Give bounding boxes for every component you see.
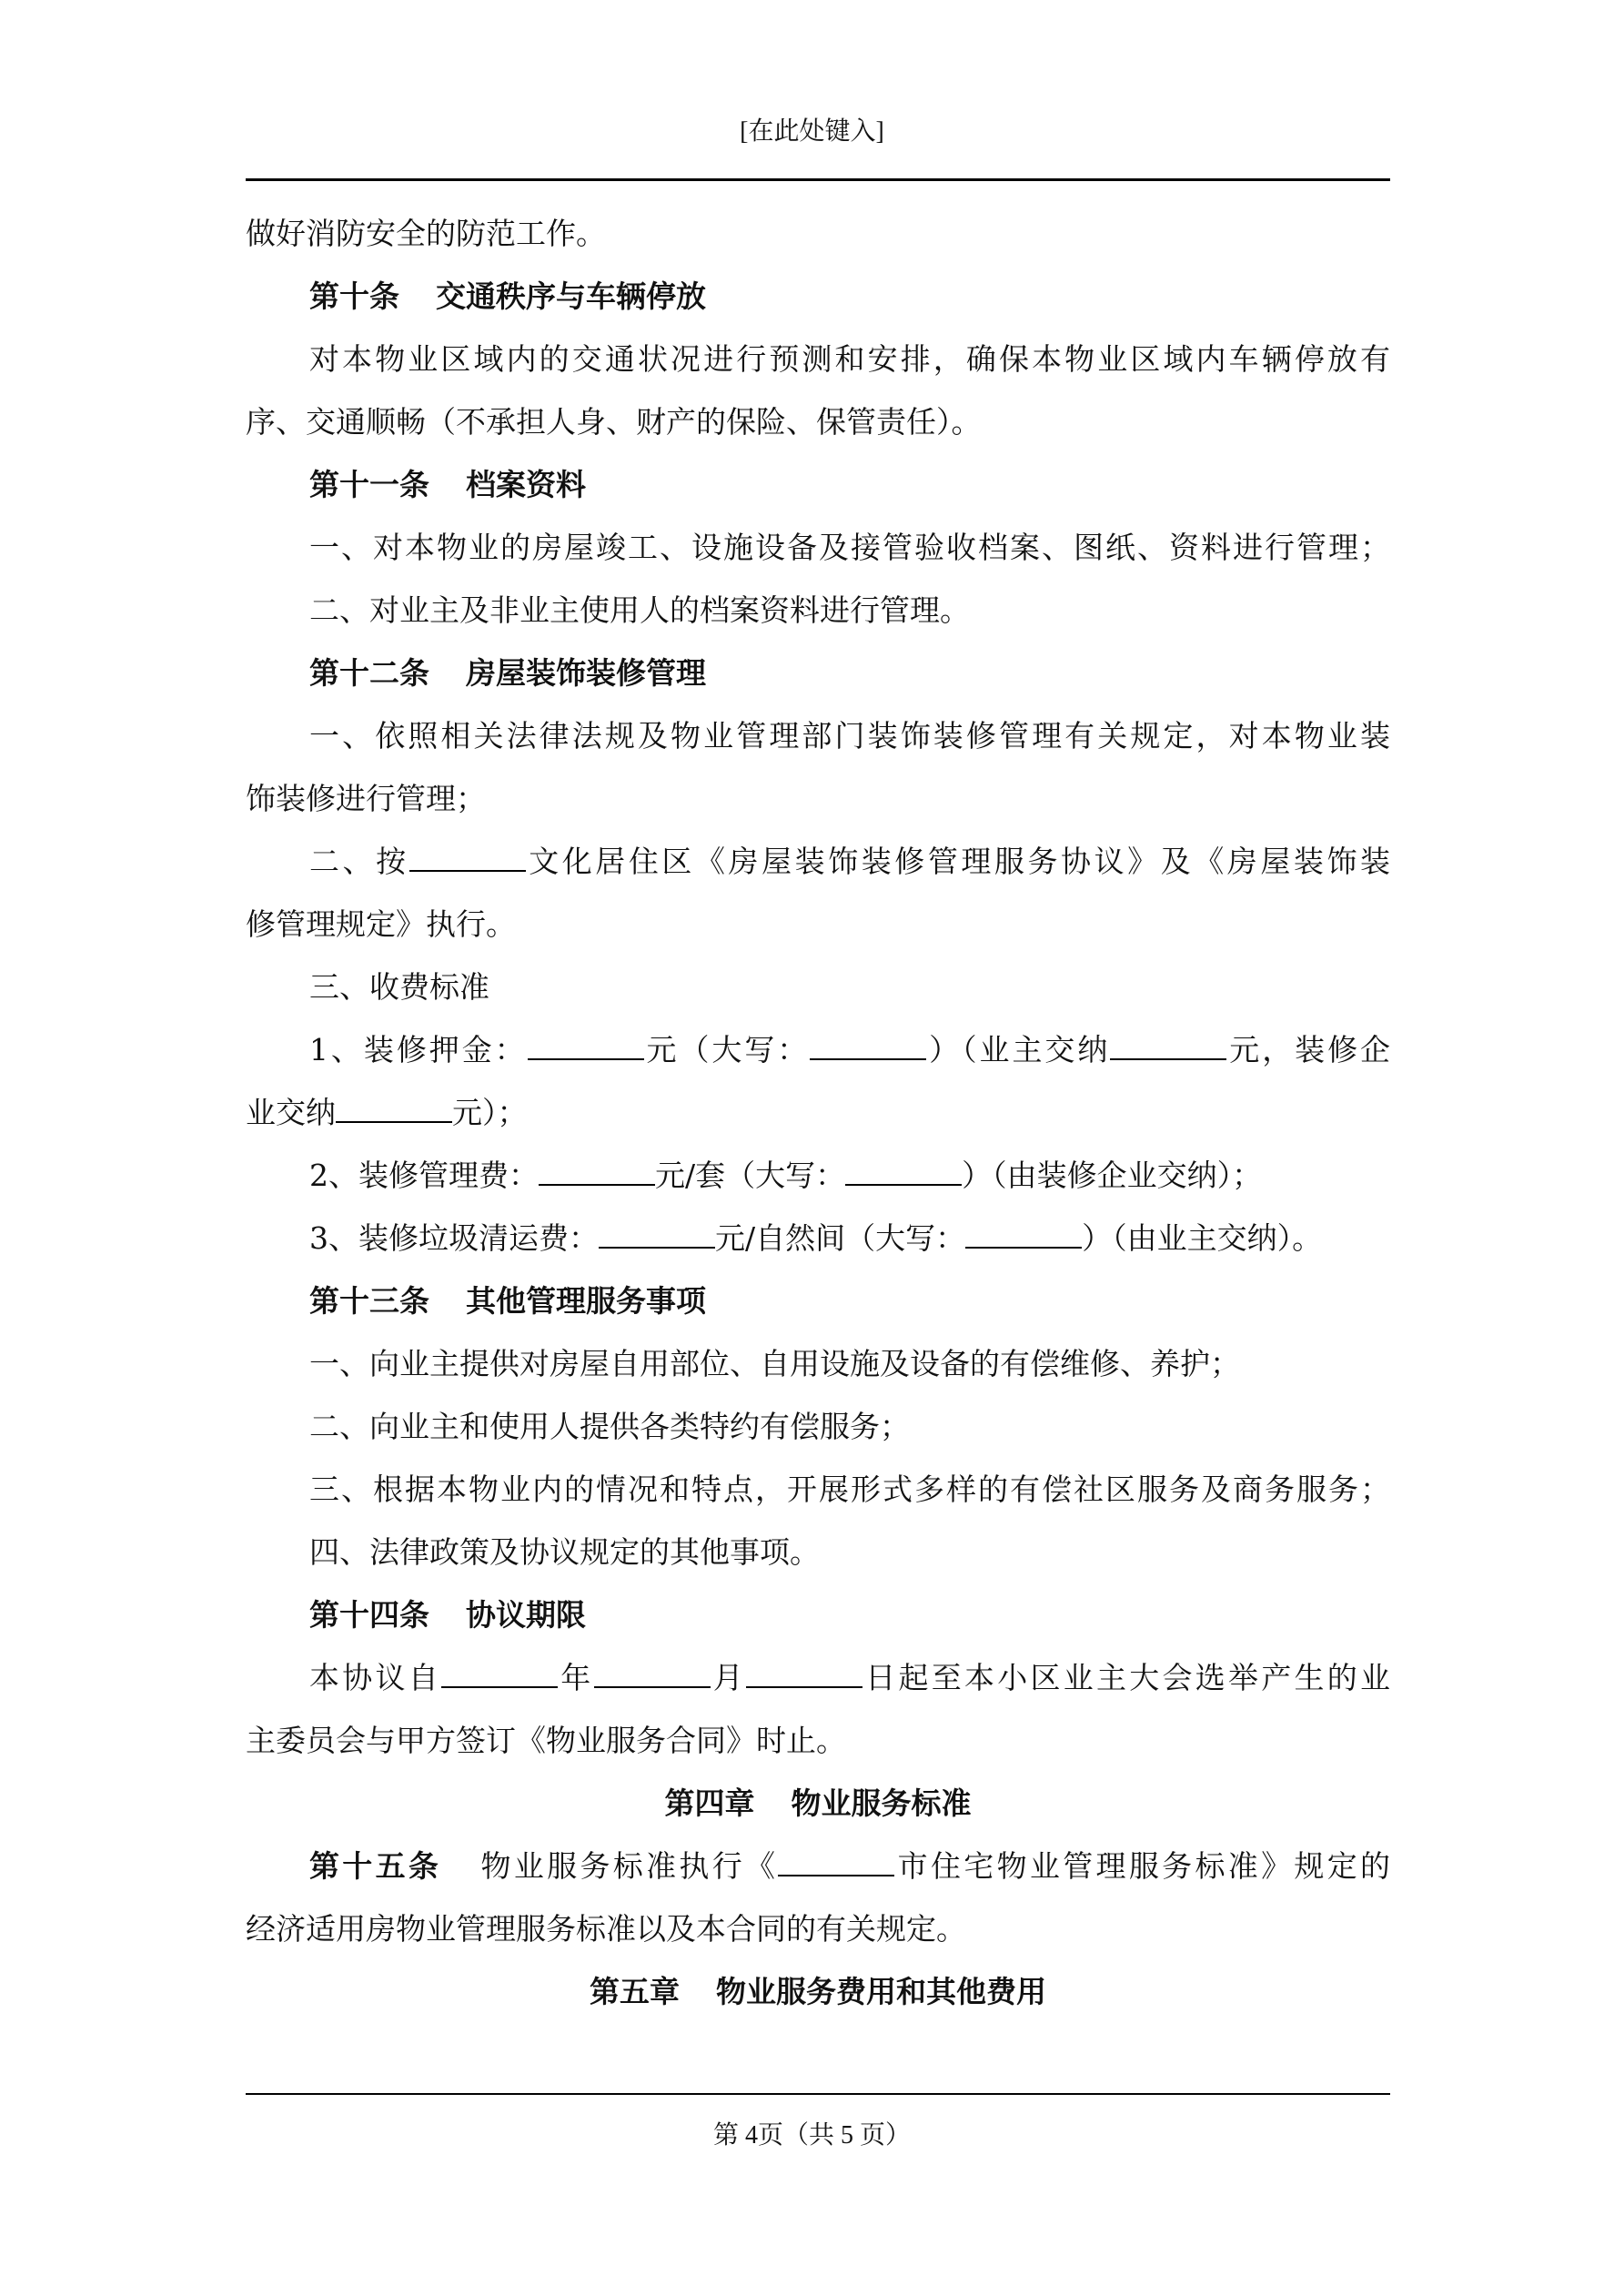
text-fragment: 本协议自 [309, 1660, 441, 1695]
page-header: [在此处键入] [740, 117, 884, 146]
article-15 [246, 1835, 1390, 1897]
text-fragment: 元/自然间（大写： [715, 1220, 966, 1256]
article-14-heading [246, 1583, 1390, 1646]
text-fragment: 日起至本小区业主大会选举产生的业 [862, 1660, 1390, 1695]
paragraph-line [246, 1081, 1390, 1144]
article-title: 档案资料 [466, 467, 586, 502]
blank-field[interactable] [599, 1221, 715, 1249]
chapter-number: 第五章 [590, 1974, 680, 2009]
paragraph-line: 对本物业区域内的交通状况进行预测和安排，确保本物业区域内车辆停放有 [309, 341, 1390, 377]
paragraph-line: 序、交通顺畅（不承担人身、财产的保险、保管责任）。 [246, 404, 982, 440]
text-fragment: 业交纳 [246, 1095, 336, 1130]
text-fragment: 物业服务标准执行《 [478, 1848, 779, 1884]
list-item: 三、收费标准 [309, 969, 489, 1005]
text-fragment: 元，装修企 [1226, 1032, 1391, 1067]
text-fragment: 二、按 [309, 844, 409, 879]
chapter-5-heading [246, 1960, 1390, 2023]
article-number: 第十一条 [309, 467, 429, 502]
article-title: 其他管理服务事项 [466, 1283, 706, 1319]
blank-field[interactable] [778, 1849, 894, 1876]
article-number: 第十四条 [309, 1597, 429, 1633]
text-fragment: 3、装修垃圾清运费： [309, 1220, 599, 1256]
footer-rule [246, 2093, 1390, 2095]
paragraph-line: 经济适用房物业管理服务标准以及本合同的有关规定。 [246, 1911, 966, 1947]
article-number: 第十二条 [309, 655, 429, 691]
text-fragment: ）（由装修企业交纳）； [962, 1158, 1263, 1193]
article-title: 交通秩序与车辆停放 [436, 278, 706, 314]
text-fragment: ）（由业主交纳）。 [1082, 1220, 1323, 1256]
article-13-heading [246, 1269, 1390, 1332]
text-fragment: 2、装修管理费： [309, 1158, 539, 1193]
list-item: 二、对业主及非业主使用人的档案资料进行管理。 [309, 592, 970, 628]
article-number: 第十条 [309, 278, 399, 314]
list-item: 一、对本物业的房屋竣工、设施设备及接管验收档案、图纸、资料进行管理； [309, 530, 1390, 565]
blank-field[interactable] [1110, 1033, 1226, 1060]
blank-field[interactable] [539, 1158, 655, 1186]
fee-item-1 [246, 1018, 1390, 1081]
article-title: 协议期限 [466, 1597, 586, 1633]
document-body [246, 202, 1390, 2023]
text-fragment: 元）； [452, 1095, 528, 1130]
list-item: 三、根据本物业内的情况和特点，开展形式多样的有偿社区服务及商务服务； [309, 1472, 1390, 1507]
article-title: 房屋装饰装修管理 [466, 655, 706, 691]
blank-field[interactable] [441, 1661, 558, 1688]
blank-field[interactable] [845, 1158, 962, 1186]
text-fragment: 市住宅物业管理服务标准》规定的 [894, 1848, 1391, 1884]
blank-field[interactable] [594, 1661, 711, 1688]
header-rule [246, 178, 1390, 181]
text-fragment: 元/套（大写： [655, 1158, 846, 1193]
paragraph-line: 修管理规定》执行。 [246, 906, 516, 942]
chapter-4-heading [246, 1772, 1390, 1835]
blank-field[interactable] [336, 1096, 452, 1123]
blank-field[interactable] [409, 845, 526, 872]
article-11-heading [246, 453, 1390, 516]
list-item [246, 830, 1390, 893]
list-item: 一、向业主提供对房屋自用部位、自用设施及设备的有偿维修、养护； [309, 1346, 1240, 1381]
blank-field[interactable] [528, 1033, 644, 1060]
article-12-heading [246, 642, 1390, 704]
blank-field[interactable] [746, 1661, 862, 1688]
blank-field[interactable] [810, 1033, 926, 1060]
fee-item-3 [246, 1207, 1390, 1269]
text-fragment: 年 [558, 1660, 594, 1695]
list-item: 四、法律政策及协议规定的其他事项。 [309, 1534, 820, 1570]
page-footer: 第 4页（共 5 页） [712, 2121, 911, 2149]
list-item: 一、依照相关法律法规及物业管理部门装饰装修管理有关规定，对本物业装 [309, 718, 1390, 754]
article-10-heading [246, 265, 1390, 328]
paragraph-line: 做好消防安全的防范工作。 [246, 216, 606, 251]
paragraph-line: 饰装修进行管理； [246, 781, 486, 816]
list-item: 二、向业主和使用人提供各类特约有偿服务； [309, 1409, 910, 1444]
text-fragment: ）（业主交纳 [926, 1032, 1111, 1067]
text-fragment: 文化居住区《房屋装饰装修管理服务协议》及《房屋装饰装 [525, 844, 1391, 879]
chapter-title: 物业服务费用和其他费用 [716, 1974, 1046, 2009]
text-fragment: 月 [710, 1660, 746, 1695]
text-fragment: 元（大写： [643, 1032, 811, 1067]
article-number: 第十五条 [309, 1848, 442, 1884]
chapter-title: 物业服务标准 [791, 1785, 972, 1821]
paragraph-line: 主委员会与甲方签订《物业服务合同》时止。 [246, 1723, 846, 1758]
text-fragment: 1、装修押金： [309, 1032, 528, 1067]
fee-item-2 [246, 1144, 1390, 1207]
paragraph-line [246, 1646, 1390, 1709]
blank-field[interactable] [965, 1221, 1082, 1249]
article-number: 第十三条 [309, 1283, 429, 1319]
chapter-number: 第四章 [664, 1785, 755, 1821]
